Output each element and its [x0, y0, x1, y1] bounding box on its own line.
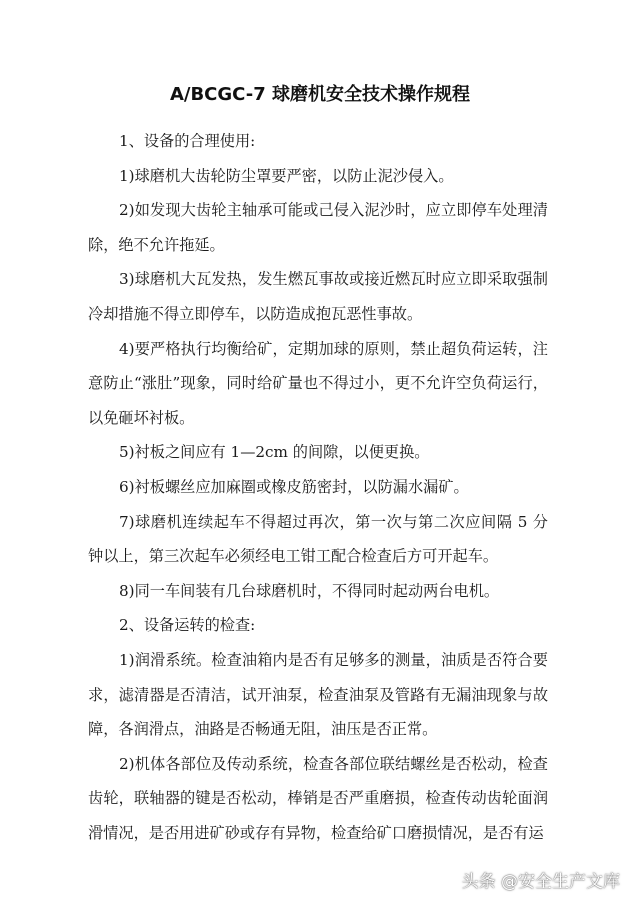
document-body [88, 124, 548, 850]
paragraph: 5)衬板之间应有 1—2cm 的间隙，以便更换。 [119, 443, 430, 462]
paragraph: 1)球磨机大齿轮防尘罩要严密，以防止泥沙侵入。 [119, 166, 454, 185]
source-watermark: 头条 @安全生产文库 [461, 872, 620, 892]
paragraph: 8)同一车间装有几台球磨机时，不得同时起动两台电机。 [119, 581, 500, 600]
section-heading: 1、设备的合理使用: [119, 132, 256, 150]
paragraph: 1)润滑系统。检查油箱内是否有足够多的测量，油质是否符合要求，滤清器是否清洁，试开油泵，检查油泵及管路有无漏油现象与故障，各润滑点，油路是否畅通无阻，油压是否正常。 [88, 650, 548, 739]
paragraph: 6)衬板螺丝应加麻圈或橡皮筋密封，以防漏水漏矿。 [119, 477, 469, 496]
paragraph: 2)如发现大齿轮主轴承可能或己侵入泥沙时，应立即停车处理清除，绝不允许拖延。 [88, 201, 548, 254]
paragraph: 3)球磨机大瓦发热，发生燃瓦事故或接近燃瓦时应立即采取强制冷却措施不得立即停车，以防造成抱瓦恶性事故。 [88, 270, 548, 323]
section-heading: 2、设备运转的检查: [119, 616, 256, 635]
paragraph: 2)机体各部位及传动系统，检查各部位联结螺丝是否松动，检查齿轮，联轴器的键是否松动，棒销是否严重磨损，检查传动齿轮面润滑情况，是否用进矿砂或存有异物，检查给矿口磨损情况，是否有运 [88, 754, 548, 842]
paragraph: 4)要严格执行均衡给矿，定期加球的原则，禁止超负荷运转，注意防止“涨肚”现象，同时给矿量也不得过小，更不允许空负荷运行，以免砸坏衬板。 [88, 339, 548, 427]
page-title: A/BCGC-7 球磨机安全技术操作规程 [169, 84, 471, 105]
paragraph: 7)球磨机连续起车不得超过再次，第一次与第二次应间隔 5 分钟以上，第三次起车必须经电工钳工配合检查后方可开起车。 [88, 512, 548, 566]
